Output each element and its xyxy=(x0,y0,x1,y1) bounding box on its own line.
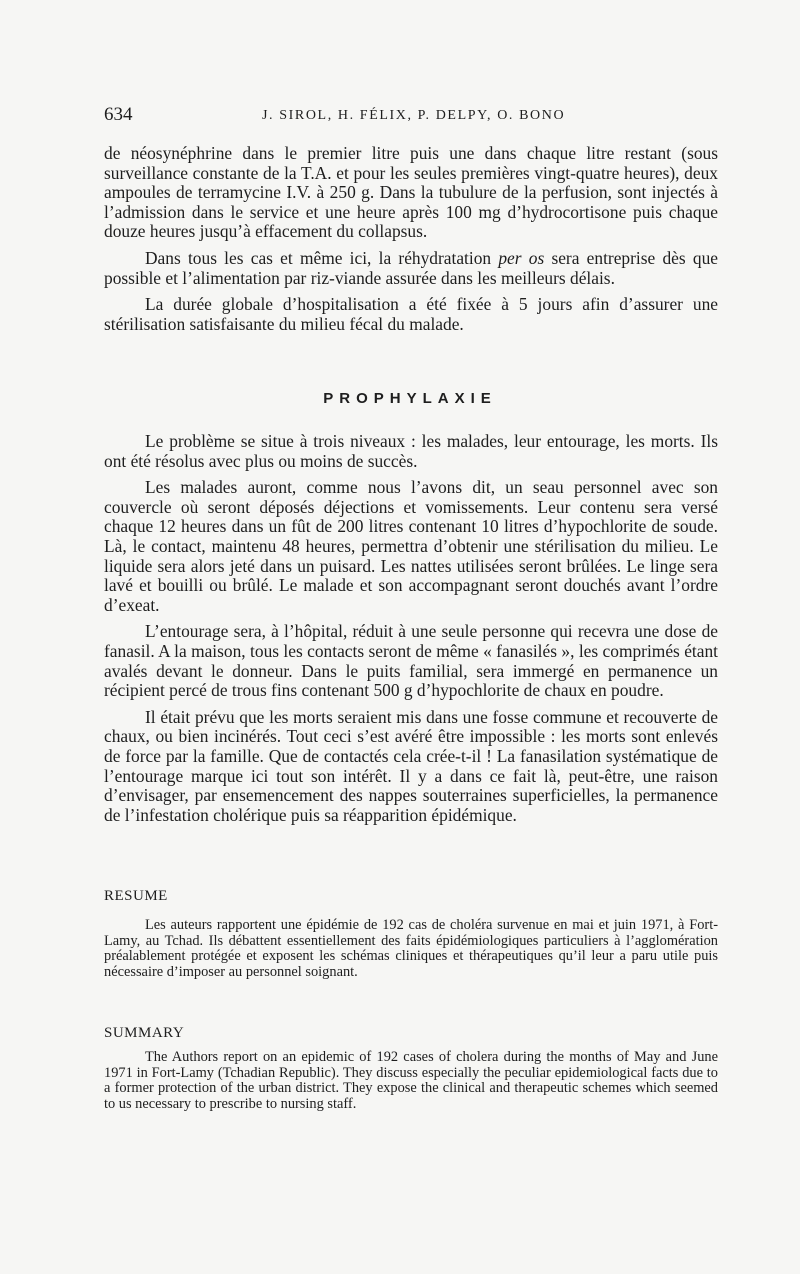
resume-title: RESUME xyxy=(104,888,168,904)
paragraph: de néosynéphrine dans le premier litre puis une dans chaque litre restant (sous surveillance constante de la T.A. et pour les seules premières vingt-quatre heures), deux ampoules de terramycine I.V. à 250 g. Dans la tubulure de la perfusion, sont injectés à l’admission dans le service et une heure après 100 mg d’hydrocortisone puis chaque douze heures jusqu’à effacement du collapsus. xyxy=(104,143,718,242)
text-run: sera entreprise dès que possible et l’alimentation par riz-viande assurée dans les meilleurs délais. xyxy=(104,247,718,288)
section-heading: PROPHYLAXIE xyxy=(323,390,497,407)
summary-text xyxy=(104,1050,718,1112)
paragraph: L’entourage sera, à l’hôpital, réduit à une seule personne qui recevra une dose de fanasil. A la maison, tous les contacts seront de même « fanasilés », les comprimés étant avalés devant le donneur. Dans le puits familial, sera immergé en permanence un récipient percé de trous fins contenant 500 g d’hypochlorite de chaux en poudre. xyxy=(104,621,718,701)
text-run: Dans tous les cas et même ici, la réhydratation xyxy=(145,247,499,268)
paragraph: La durée globale d’hospitalisation a été fixée à 5 jours afin d’assurer une stérilisation satisfaisante du milieu fécal du malade. xyxy=(104,294,718,334)
resume-text xyxy=(104,918,718,980)
paragraph: Le problème se situe à trois niveaux : les malades, leur entourage, les morts. Ils ont été résolus avec plus ou moins de succès. xyxy=(104,431,718,471)
italic-term: per os xyxy=(498,247,545,268)
paragraph: The Authors report on an epidemic of 192 cases of cholera during the months of May and June 1971 in Fort-Lamy (Tchadian Republic). They discuss especially the peculiar epidemiological facts due to a former protection of the urban district. They expose the clinical and therapeutic schemes which seemed to us necessary to prescribe to nursing staff. xyxy=(104,1049,718,1112)
paragraph: Il était prévu que les morts seraient mis dans une fosse commune et recouverte de chaux, ou bien incinérés. Tout ceci s’est avéré être impossible : les morts sont enlevés de force par la famille. Que de contactés cela crée-t-il ! La fanasilation systématique de l’entourage marque ici tout son intérêt. Il y a dans ce fait là, peut-être, une raison d’envisager, par ensemencement des nappes souterraines superficielles, la permanence de l’infestation cholérique puis sa réapparition épidémique. xyxy=(104,706,718,825)
page-header xyxy=(104,104,724,130)
paragraph xyxy=(104,249,718,288)
summary-title: SUMMARY xyxy=(104,1025,185,1041)
prophylaxis-text xyxy=(104,432,718,832)
running-head-authors: J. SIROL, H. FÉLIX, P. DELPY, O. BONO xyxy=(262,108,566,123)
page-number: 634 xyxy=(104,104,133,125)
paragraph: Les auteurs rapportent une épidémie de 192 cas de choléra survenue en mai et juin 1971, à Fort-Lamy, au Tchad. Ils débattent essentiellement des faits épidémiologiques particuliers à l’agglomération préalablement protégée et exposent les schémas cliniques et thérapeutiques qu’il leur a paru utile puis nécessaire d’imposer au personnel soignant. xyxy=(104,917,718,980)
treatment-continuation-text xyxy=(104,144,718,341)
paragraph: Les malades auront, comme nous l’avons dit, un seau personnel avec son couvercle où seront déposés déjections et vomissements. Leur contenu sera versé chaque 12 heures dans un fût de 200 litres contenant 10 litres d’hypochlorite de soude. Là, le contact, maintenu 48 heures, permettra d’obtenir une stérilisation du milieu. Le liquide sera alors jeté dans un puisard. Les nattes utilisées seront brûlées. Le linge sera lavé et bouilli ou brûlé. Le malade et son accompagnant seront douchés avant l’ordre d’exeat. xyxy=(104,477,718,615)
